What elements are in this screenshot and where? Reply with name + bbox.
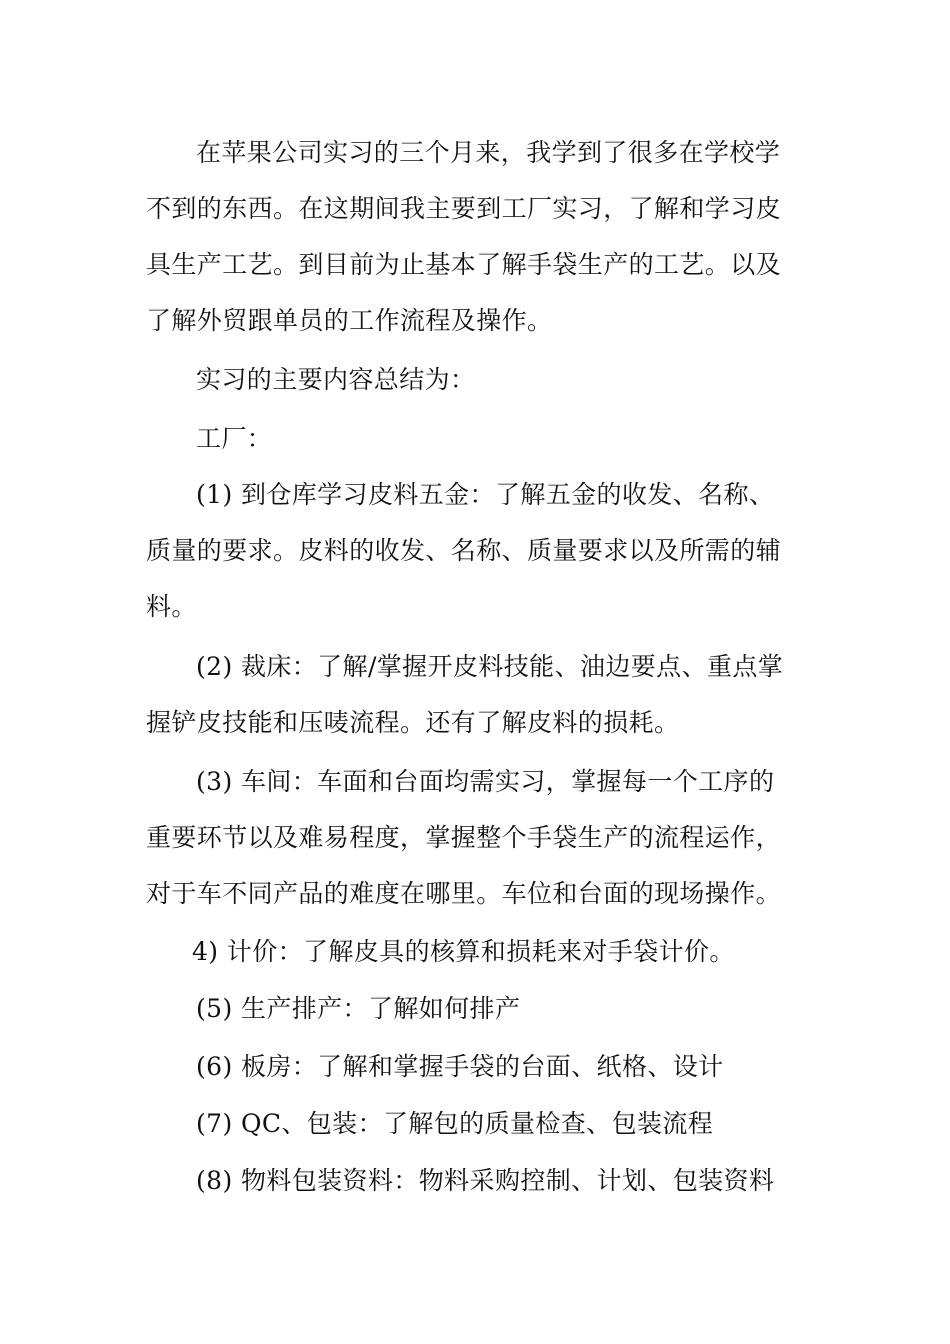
paragraph-intro-line-1: 在苹果公司实习的三个月来，我学到了很多在学校学 xyxy=(196,138,781,167)
paragraph-intro-line-4: 了解外贸跟单员的工作流程及操作。 xyxy=(146,306,553,335)
item-1-line-3: 料。 xyxy=(146,592,197,621)
item-7-line-1: (7) QC、包装：了解包的质量检查、包装流程 xyxy=(196,1109,714,1138)
item-1-line-1: (1) 到仓库学习皮料五金：了解五金的收发、名称、 xyxy=(196,480,775,509)
item-5-line-1: (5) 生产排产：了解如何排产 xyxy=(196,994,521,1023)
item-3-line-1: (3) 车间：车面和台面均需实习，掌握每一个工序的 xyxy=(196,767,775,796)
item-3-line-2: 重要环节以及难易程度，掌握整个手袋生产的流程运作， xyxy=(146,823,782,852)
item-3-line-3: 对于车不同产品的难度在哪里。车位和台面的现场操作。 xyxy=(146,879,782,908)
paragraph-intro-line-2: 不到的东西。在这期间我主要到工厂实习，了解和学习皮 xyxy=(146,194,782,223)
item-2-line-2: 握铲皮技能和压唛流程。还有了解皮料的损耗。 xyxy=(146,708,680,737)
item-6-line-1: (6) 板房：了解和掌握手袋的台面、纸格、设计 xyxy=(196,1052,724,1081)
paragraph-intro-line-3: 具生产工艺。到目前为止基本了解手袋生产的工艺。以及 xyxy=(146,250,782,279)
item-1-line-2: 质量的要求。皮料的收发、名称、质量要求以及所需的辅 xyxy=(146,536,782,565)
item-4-line-1: 4) 计价：了解皮具的核算和损耗来对手袋计价。 xyxy=(192,937,735,966)
item-8-line-1: (8) 物料包装资料：物料采购控制、计划、包装资料 xyxy=(196,1166,775,1195)
summary-heading: 实习的主要内容总结为： xyxy=(196,365,476,394)
item-2-line-1: (2) 裁床：了解/掌握开皮料技能、油边要点、重点掌 xyxy=(196,652,784,681)
section-heading-factory: 工厂： xyxy=(196,424,273,453)
